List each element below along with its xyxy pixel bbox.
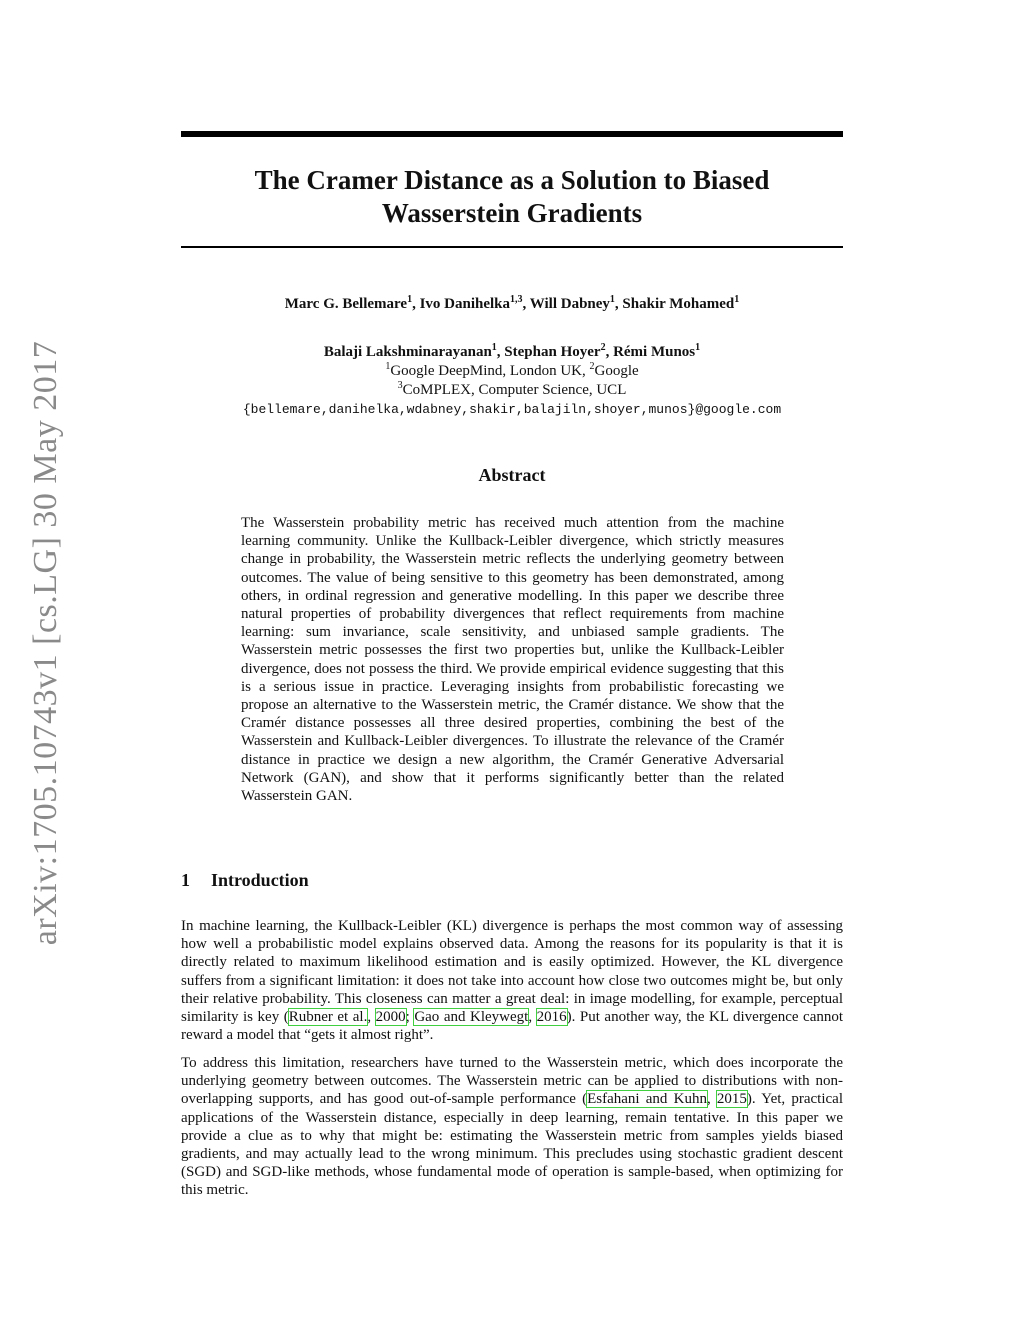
author-separator: , — [496, 344, 505, 360]
arxiv-identifier: arXiv:1705.10743v1 [cs.LG] 30 May 2017 — [27, 340, 64, 946]
author-affiliation-mark: 1 — [734, 294, 740, 305]
citation-link-rubner[interactable]: Rubner et al. — [288, 1009, 368, 1026]
author-affiliation-mark: 1 — [609, 294, 615, 305]
citation-separator: , — [706, 1091, 717, 1108]
citation-separator: , — [528, 1009, 537, 1026]
title-line-2: Wasserstein Gradients — [381, 198, 643, 228]
affiliation-text: CoMPLEX, Computer Science, UCL — [402, 382, 627, 398]
section-number: 1 — [181, 870, 190, 890]
author-name: Shakir Mohamed — [622, 296, 735, 312]
affiliation-mark: 1 — [385, 361, 391, 372]
paragraph-text: ). Yet, practical applications of the Wasserstein distance, especially in deep learning, remain tentative. In this paper we provide a clue as to why that might be: estimating the Wasserstein metric from samples yields biased gradients, and may actually lead to the wrong minimum. This precludes using stochastic gradient descent (SGD) and SGD-like methods, whose fundamental mode of operation is sample-based, when optimizing for this metric. — [181, 1091, 843, 1199]
citation-link-esfahani[interactable]: Esfahani and Kuhn — [587, 1091, 707, 1108]
title-rule-top — [181, 131, 843, 137]
affiliation-line-1 — [181, 362, 843, 381]
author-affiliation-mark: 2 — [600, 342, 606, 353]
paragraph-text: To address this limitation, researchers have turned to the Wasserstein metric, which does incorporate the underlying geometry between outcomes. The Wasserstein metric can be applied to distributions with non-overlapping supports, and has good out-of-sample performance ( — [181, 1055, 843, 1108]
title-line-1: The Cramer Distance as a Solution to Biased — [254, 165, 770, 195]
author-name: Ivo Danihelka — [419, 296, 511, 312]
author-affiliation-mark: 1 — [695, 342, 701, 353]
affiliation-mark: 3 — [397, 380, 403, 391]
author-row-1 — [181, 294, 843, 314]
author-name: Marc G. Bellemare — [284, 296, 408, 312]
author-separator: , — [614, 296, 623, 312]
affiliation-line-2 — [181, 381, 843, 400]
paper-title — [181, 164, 843, 230]
author-name: Will Dabney — [529, 296, 610, 312]
citation-separator: , — [367, 1009, 376, 1026]
title-rule-bottom — [181, 246, 843, 248]
introduction-paragraph-1 — [181, 917, 843, 1044]
section-title: Introduction — [211, 870, 309, 890]
author-row-2 — [181, 342, 843, 362]
author-name: Stephan Hoyer — [504, 344, 601, 360]
section-heading-introduction — [181, 870, 309, 891]
introduction-paragraph-2 — [181, 1054, 843, 1200]
paragraph-text: ). Put another way, the KL divergence cannot reward a model that “gets it almost right”. — [181, 1009, 844, 1044]
affiliation-mark: 2 — [589, 361, 595, 372]
author-separator: , — [522, 296, 530, 312]
citation-link-rubner-year[interactable]: 2000 — [375, 1009, 406, 1026]
citation-separator: ; — [405, 1009, 415, 1026]
citation-link-esfahani-year[interactable]: 2015 — [716, 1091, 747, 1108]
author-separator: , — [412, 296, 420, 312]
author-name: Balaji Lakshminarayanan — [323, 344, 492, 360]
author-name: Rémi Munos — [613, 344, 696, 360]
abstract-heading: Abstract — [478, 465, 546, 485]
abstract-body: The Wasserstein probability metric has received much attention from the machine learning community. Unlike the Kullback-Leibler divergence, which strictly measures change in probability, the Wasserstein metric reflects the underlying geometry between outcomes. The value of being sensitive to this geometry has been demonstrated, among others, in ordinal regression and generative modelling. In this paper we describe three natural properties of probability divergences that reflect requirements from machine learning: sum invariance, scale sensitivity, and unbiased sample gradients. The Wasserstein metric possesses the first two properties but, unlike the Kullback-Leibler divergence, does not possess the third. We provide empirical evidence suggesting that this is a serious issue in practice. Leveraging insights from probabilistic forecasting we propose an alternative to the Wasserstein metric, the Cramér distance. We show that the Cramér distance possesses all three desired properties, combining the best of the Wasserstein and Kullback-Leibler divergences. To illustrate the relevance of the Cramér distance in practice we design a new algorithm, the Cramér Generative Adversarial Network (GAN), and show that it performs significantly better than the related Wasserstein GAN. — [241, 515, 784, 805]
author-affiliation-mark: 1 — [491, 342, 497, 353]
affiliation-text: Google — [594, 363, 639, 379]
author-affiliation-mark: 1 — [407, 294, 413, 305]
citation-link-gao[interactable]: Gao and Kleywegt — [414, 1009, 529, 1026]
paragraph-text: In machine learning, the Kullback-Leibler (KL) divergence is perhaps the most common way of assessing how well a probabilistic model explains observed data. Among the reasons for its popularity is that it is directly related to maximum likelihood estimation and is easily optimized. However, the KL divergence suffers from a significant limitation: it does not take into account how close two outcomes might be, but only their relative probability. This closeness can matter a great deal: in image modelling, for example, perceptual similarity is key ( — [181, 918, 843, 1026]
author-separator: , — [605, 344, 614, 360]
citation-link-gao-year[interactable]: 2016 — [536, 1009, 567, 1026]
affiliation-text: Google DeepMind, London UK, — [390, 363, 590, 379]
author-affiliation-mark: 1,3 — [510, 294, 523, 305]
author-emails: {bellemare,danihelka,wdabney,shakir,balajiln,shoyer,munos}@google.com — [242, 402, 782, 417]
